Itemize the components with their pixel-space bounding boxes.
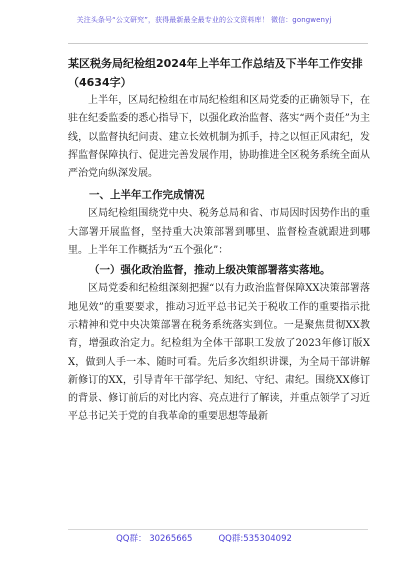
document-body — [68, 48, 370, 427]
intro-paragraph: 上半年，区局纪检组在市局纪检组和区局党委的正确领导下，在驻在纪委监委的悉心指导下，以强化政治监督、落实“两个责任”为主线，以监督执纪问责、建立长效机制为抓手，持之以恒正风肃纪，发挥监督保障执行、促进完善发展作用，协助推进全区税务系统全面从严治党向纵深发展。 — [68, 95, 370, 180]
subsection1-heading: （一）强化政治监督，推动上级决策部署落实落地。 — [89, 264, 331, 277]
document-title: 某区税务局纪检组2024年上半年工作总结及下半年工作安排（4634字） — [68, 57, 363, 89]
footer-contacts — [0, 532, 408, 552]
footer-qq-group-1: QQ群： 30265665 — [116, 534, 193, 544]
footer-divider — [68, 529, 368, 530]
header-divider — [68, 43, 368, 44]
footer-qq-group-2: QQ群:535304092 — [218, 534, 292, 544]
header-banner-text: 关注头条号“公文研究”，获得最新最全最专业的公文资料库！ 微信：gongwenyj — [76, 16, 332, 24]
subsection1-paragraph: 区局党委和纪检组深刻把握“以有力政治监督保障XX决策部署落地见效”的重要要求，推动习近平总书记关于税收工作的重要指示批示精神和党中央决策部署在税务系统落实到位。一是聚焦贯彻XX教育，增强政治定力。纪检组为全体干部职工发放了2023年修订版XX，做到人手一本、随时可看。先后多次组织讲课，为全局干部讲解新修订的XX，引导青年干部学纪、知纪、守纪、肃纪。围绕XX修订的背景、修订前后的对比内容、亮点进行了解读，并重点领学了习近平总书记关于党的自我革命的重要思想等最新 — [68, 283, 370, 423]
section1-heading: 一、上半年工作完成情况 — [89, 189, 205, 202]
section1-paragraph: 区局纪检组围绕党中央、税务总局和省、市局因时因势作出的重大部署开展监督，坚持重大决策部署到哪里、监督检查就跟进到哪里。上半年工作概括为“五个强化”： — [68, 208, 370, 257]
header-banner — [0, 0, 408, 40]
